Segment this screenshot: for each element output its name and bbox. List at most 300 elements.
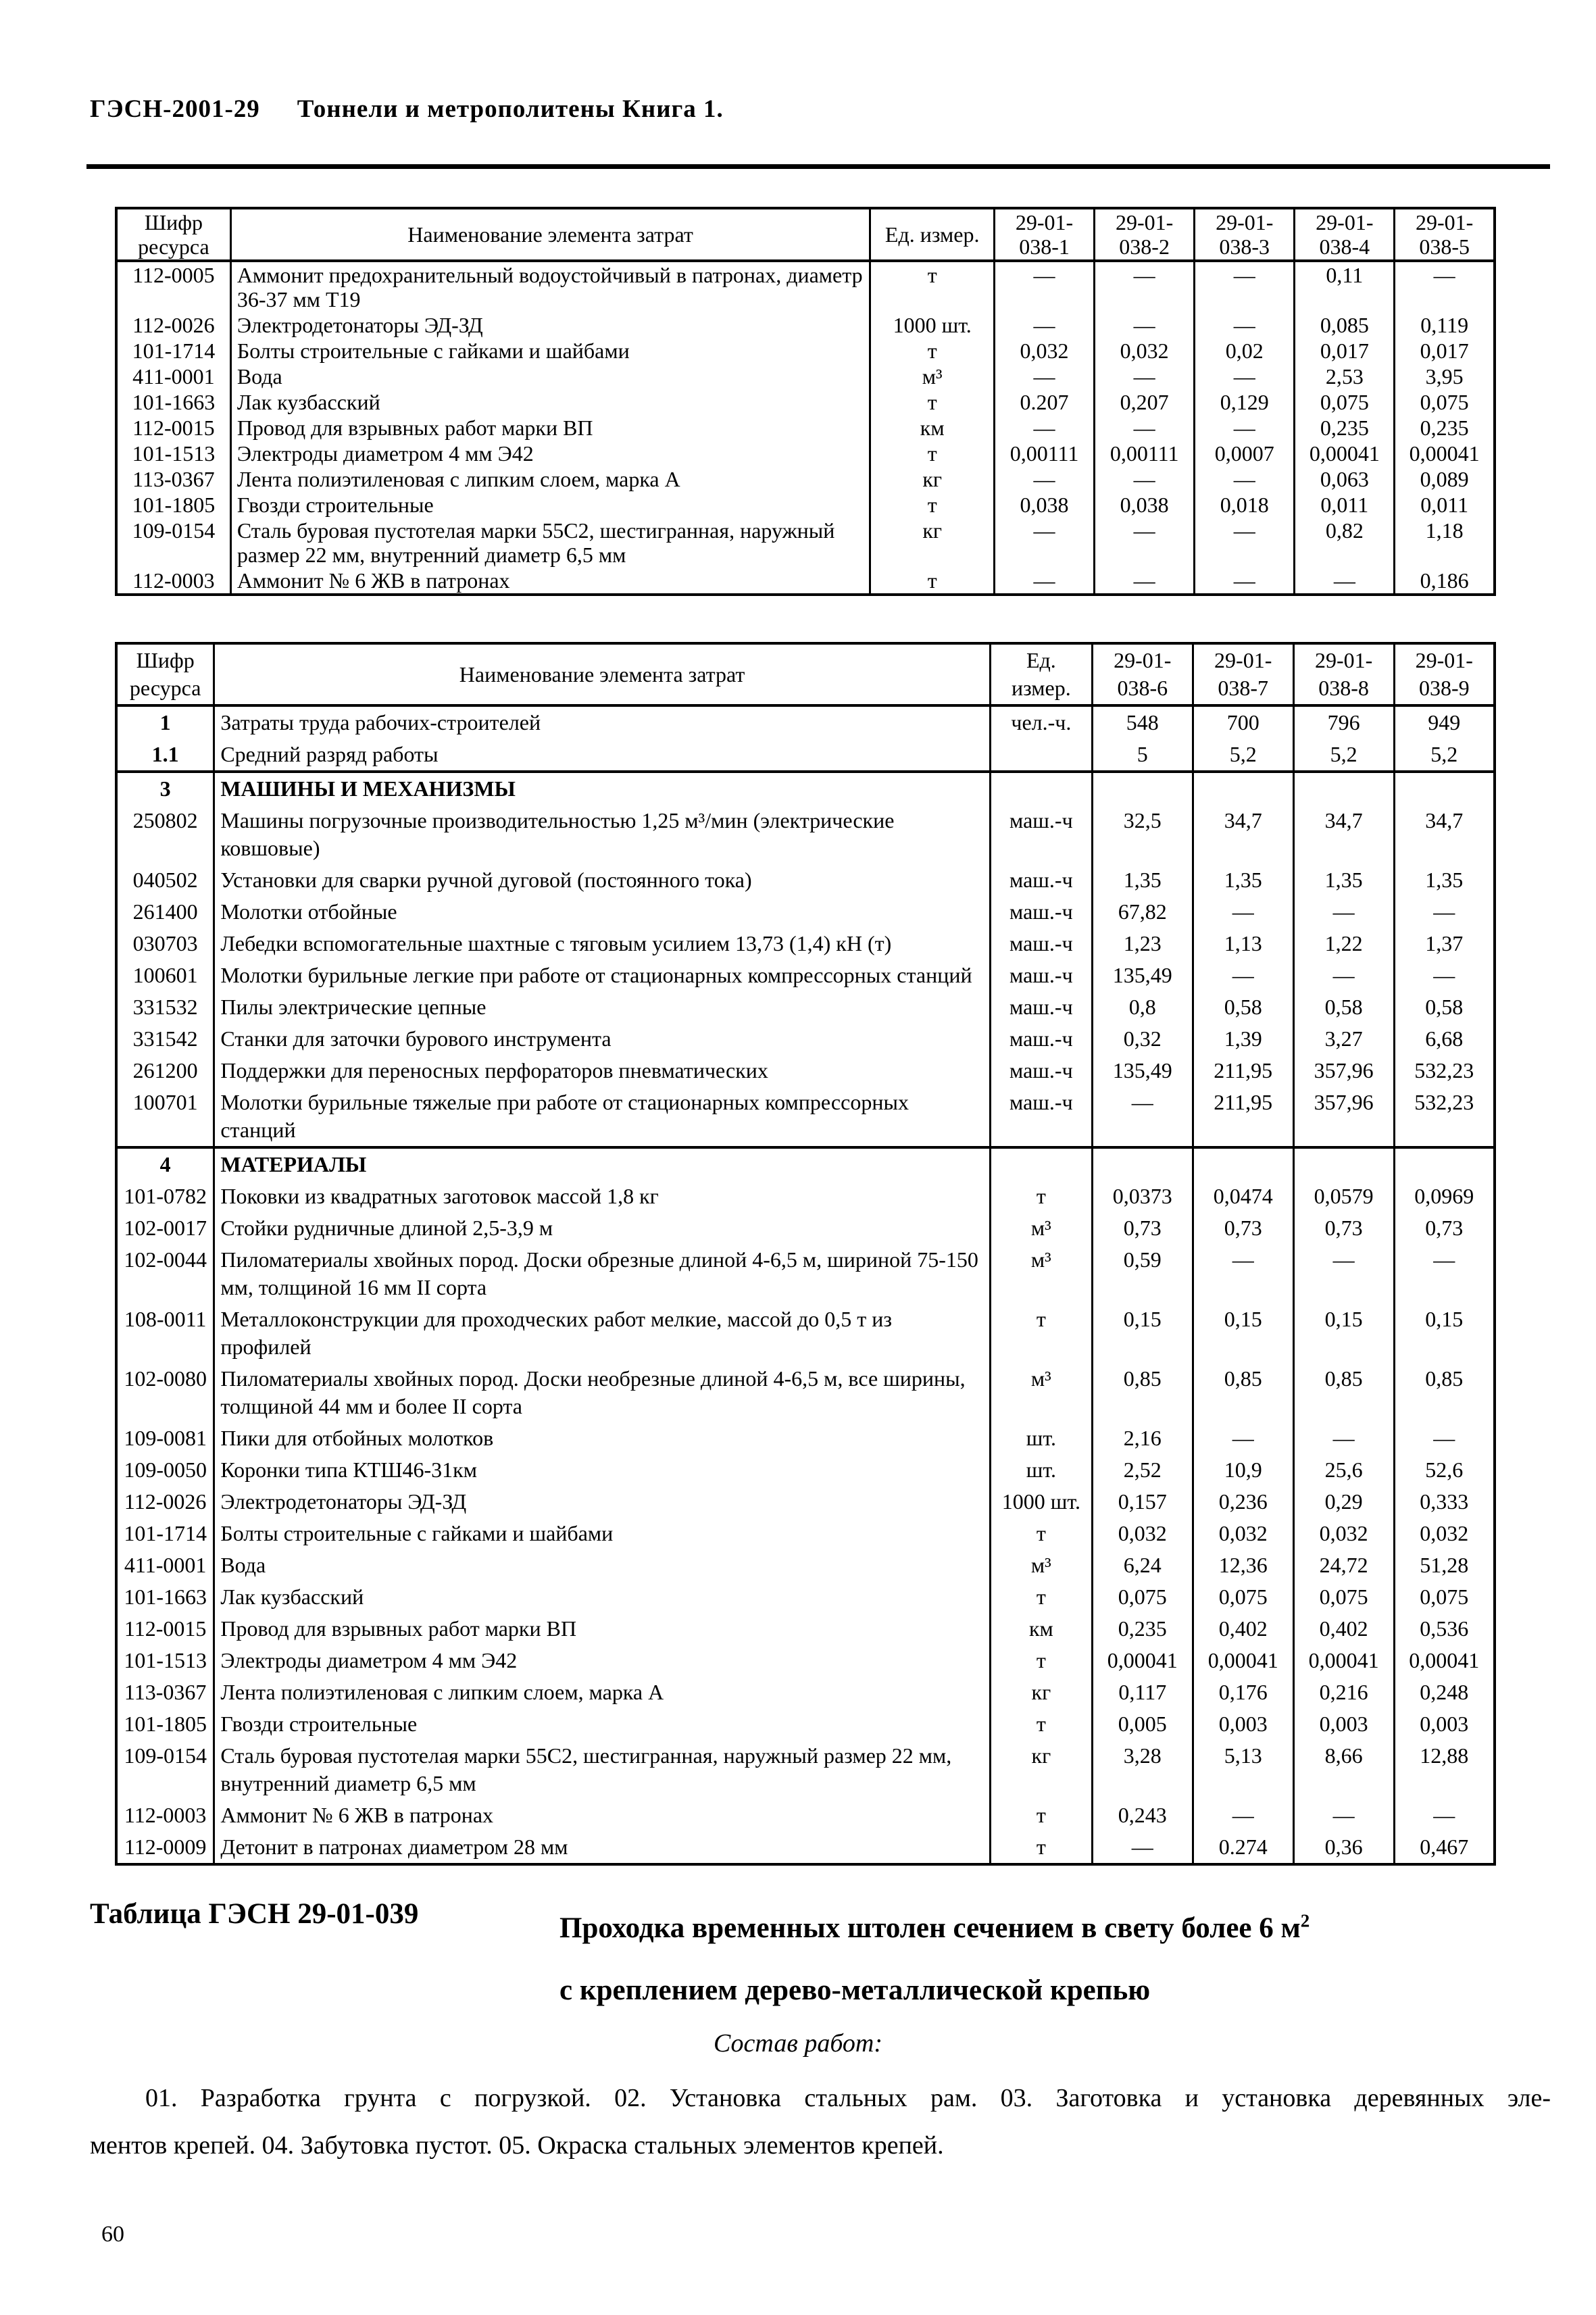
resource-code-cell: 411-0001 xyxy=(132,364,215,389)
resource-code-cell: 101-1663 xyxy=(124,1585,207,1609)
works-text-line2: ментов крепей. 04. Забутовка пустот. 05. Окраска стальных элементов крепей. xyxy=(90,2131,944,2160)
value-cell: 135,49 xyxy=(1092,1055,1193,1087)
value-cell: 1,22 xyxy=(1293,928,1394,960)
value-cell: 0,248 xyxy=(1394,1676,1495,1708)
value-cell: 52,6 xyxy=(1394,1454,1495,1486)
unit-cell: маш.-ч xyxy=(990,1055,1092,1087)
resource-code-cell: 101-1805 xyxy=(124,1712,207,1736)
unit-cell: маш.-ч xyxy=(990,805,1092,864)
resource-code-cell: 1.1 xyxy=(151,742,179,766)
value-cell: 0,075 xyxy=(1092,1581,1193,1613)
unit-cell: маш.-ч xyxy=(990,1023,1092,1055)
value-cell: 0,00111 xyxy=(1095,441,1195,466)
estimate-code-line1: 29-01- xyxy=(1316,210,1374,234)
unit-cell: км xyxy=(870,415,995,441)
value-cell: 12,88 xyxy=(1394,1740,1495,1799)
cost-element-name-cell: Молотки бурильные легкие при работе от стационарных компрессорных станций xyxy=(214,960,991,991)
unit-cell: кг xyxy=(990,1740,1092,1799)
value-cell: 32,5 xyxy=(1092,805,1193,864)
resource-code-cell: 112-0026 xyxy=(132,313,215,337)
value-cell: 25,6 xyxy=(1293,1454,1394,1486)
unit-cell: т xyxy=(990,1303,1092,1363)
value-cell xyxy=(1193,1147,1293,1180)
unit-cell: т xyxy=(870,568,995,595)
cost-element-name-cell: Металлоконструкции для проходческих работ мелкие, массой до 0,5 т из профилей xyxy=(214,1303,991,1363)
estimate-code-line1: 29-01- xyxy=(1416,210,1474,234)
value-cell: 0,186 xyxy=(1395,568,1495,595)
table-header-row xyxy=(116,643,1495,705)
table-row xyxy=(116,896,1495,928)
estimate-code-line2: 038-6 xyxy=(1117,676,1168,700)
unit-cell: шт. xyxy=(990,1422,1092,1454)
unit-cell: т xyxy=(990,1799,1092,1831)
col-header-unit: Ед. измер. xyxy=(870,208,995,261)
doc-title: Тоннели и метрополитены Книга 1. xyxy=(297,95,724,123)
value-cell: — xyxy=(1395,261,1495,312)
value-cell: 0,032 xyxy=(1193,1518,1293,1549)
unit-cell: т xyxy=(870,261,995,312)
col-header-estimate-code xyxy=(1293,643,1394,705)
unit-cell: маш.-ч xyxy=(990,864,1092,896)
resource-code-cell: 109-0154 xyxy=(132,518,216,543)
table-row xyxy=(116,705,1495,739)
resource-code-cell: 108-0011 xyxy=(124,1307,207,1331)
resource-code-cell: 261200 xyxy=(132,1058,198,1082)
table-row xyxy=(116,518,1495,568)
value-cell: — xyxy=(1195,364,1295,389)
table-row xyxy=(116,1212,1495,1244)
value-cell: 0,038 xyxy=(994,492,1094,518)
value-cell: — xyxy=(1195,466,1295,492)
resource-code-cell: 101-1805 xyxy=(132,493,216,517)
value-cell: 5 xyxy=(1092,739,1193,772)
unit-cell: маш.-ч xyxy=(990,896,1092,928)
value-cell: — xyxy=(1092,1087,1193,1147)
cost-element-name-cell: Коронки типа КТШ46-31км xyxy=(214,1454,991,1486)
resource-code-cell: 1 xyxy=(159,710,171,735)
resource-code-cell: 102-0044 xyxy=(124,1247,207,1272)
unit-cell: т xyxy=(990,1180,1092,1212)
value-cell: — xyxy=(1293,1244,1394,1303)
cost-element-name-cell: Сталь буровая пустотелая марки 55С2, шестигранная, наружный размер 22 мм, внутренний диаметр 6,5 мм xyxy=(214,1740,991,1799)
resource-code-cell: 112-0005 xyxy=(132,263,215,287)
value-cell: 0,032 xyxy=(1394,1518,1495,1549)
table-row xyxy=(116,928,1495,960)
cost-element-name-cell: Молотки отбойные xyxy=(214,896,991,928)
table-row xyxy=(116,1180,1495,1212)
value-cell: 0,236 xyxy=(1193,1486,1293,1518)
unit-cell xyxy=(990,739,1092,772)
resource-code-cell: 100601 xyxy=(132,963,198,987)
value-cell: 1,13 xyxy=(1193,928,1293,960)
table-row xyxy=(116,1363,1495,1422)
value-cell: 0,85 xyxy=(1092,1363,1193,1422)
value-cell: 0,0007 xyxy=(1195,441,1295,466)
resource-code-cell: 100701 xyxy=(132,1090,198,1114)
value-cell: 0,032 xyxy=(1092,1518,1193,1549)
cost-element-name-cell: Аммонит № 6 ЖВ в патронах xyxy=(214,1799,991,1831)
value-cell: 0,176 xyxy=(1193,1676,1293,1708)
value-cell: 0,0969 xyxy=(1394,1180,1495,1212)
value-cell: 357,96 xyxy=(1293,1055,1394,1087)
resource-code-cell: 101-1663 xyxy=(132,390,216,414)
value-cell: — xyxy=(1394,1422,1495,1454)
cost-element-name-cell: Пиломатериалы хвойных пород. Доски необрезные длиной 4-6,5 м, все ширины, толщиной 44 мм и более II сорта xyxy=(214,1363,991,1422)
cost-element-name-cell: Болты строительные с гайками и шайбами xyxy=(214,1518,991,1549)
estimate-code-line2: 038-9 xyxy=(1418,676,1470,700)
value-cell: 0,32 xyxy=(1092,1023,1193,1055)
cost-element-name-cell: Пики для отбойных молотков xyxy=(214,1422,991,1454)
cost-element-name-cell: Лак кузбасский xyxy=(214,1581,991,1613)
value-cell: — xyxy=(1095,466,1195,492)
value-cell: — xyxy=(1195,312,1295,338)
table-row xyxy=(116,805,1495,864)
value-cell: — xyxy=(1394,1799,1495,1831)
unit-cell: 1000 шт. xyxy=(870,312,995,338)
value-cell: — xyxy=(994,568,1094,595)
value-cell: 0,73 xyxy=(1092,1212,1193,1244)
value-cell: 0,0579 xyxy=(1293,1180,1394,1212)
table-row xyxy=(116,568,1495,595)
table-row xyxy=(116,1613,1495,1645)
value-cell: 0,73 xyxy=(1293,1212,1394,1244)
cost-element-name-cell: Электродетонаторы ЭД-ЗД xyxy=(230,312,870,338)
resource-code-cell: 112-0009 xyxy=(124,1835,207,1859)
table-row xyxy=(116,492,1495,518)
value-cell: 532,23 xyxy=(1394,1055,1495,1087)
value-cell: 0,0474 xyxy=(1193,1180,1293,1212)
value-cell: 0,15 xyxy=(1092,1303,1193,1363)
value-cell: 0,00041 xyxy=(1295,441,1395,466)
table-row xyxy=(116,1518,1495,1549)
resource-code-cell: 102-0080 xyxy=(124,1366,207,1391)
table-row xyxy=(116,960,1495,991)
table-row xyxy=(116,991,1495,1023)
unit-cell: км xyxy=(990,1613,1092,1645)
value-cell: 51,28 xyxy=(1394,1549,1495,1581)
value-cell: 0,075 xyxy=(1193,1581,1293,1613)
estimate-code-line2: 038-8 xyxy=(1318,676,1369,700)
value-cell: 0,075 xyxy=(1293,1581,1394,1613)
value-cell: 0,243 xyxy=(1092,1799,1193,1831)
unit-cell xyxy=(990,1147,1092,1180)
table-row xyxy=(116,338,1495,364)
unit-cell: кг xyxy=(990,1676,1092,1708)
value-cell: 5,2 xyxy=(1394,739,1495,772)
resource-code-cell: 109-0081 xyxy=(124,1426,207,1450)
estimate-code-line2: 038-4 xyxy=(1319,234,1370,259)
cost-element-name-cell: Гвозди строительные xyxy=(214,1708,991,1740)
resource-code-cell: 030703 xyxy=(132,931,198,955)
value-cell: 0,085 xyxy=(1295,312,1395,338)
value-cell: — xyxy=(994,261,1094,312)
col-header-estimate-code xyxy=(1095,208,1195,261)
value-cell: 0,8 xyxy=(1092,991,1193,1023)
value-cell: 1,37 xyxy=(1394,928,1495,960)
table-row xyxy=(116,441,1495,466)
value-cell: 0,36 xyxy=(1293,1831,1394,1864)
value-cell: 0,157 xyxy=(1092,1486,1193,1518)
value-cell: 34,7 xyxy=(1193,805,1293,864)
cost-element-name-cell: Средний разряд работы xyxy=(214,739,991,772)
value-cell xyxy=(1293,772,1394,805)
value-cell: 2,16 xyxy=(1092,1422,1193,1454)
value-cell: 12,36 xyxy=(1193,1549,1293,1581)
running-header xyxy=(90,95,724,124)
estimate-code-line1: 29-01- xyxy=(1415,648,1473,672)
resource-code-cell: 101-1714 xyxy=(132,339,216,363)
unit-cell: т xyxy=(870,441,995,466)
value-cell: 0,063 xyxy=(1295,466,1395,492)
value-cell: — xyxy=(994,312,1094,338)
col-header-estimate-code xyxy=(1395,208,1495,261)
unit-cell: т xyxy=(990,1518,1092,1549)
table-row xyxy=(116,1740,1495,1799)
works-text-line1: 01. Разработка грунта с погрузкой. 02. Установка стальных рам. 03. Заготовка и установка деревянных эле- xyxy=(145,2084,1551,2112)
value-cell: 949 xyxy=(1394,705,1495,739)
cost-element-name-cell: Лента полиэтиленовая с липким слоем, марка А xyxy=(230,466,870,492)
value-cell: 2,52 xyxy=(1092,1454,1193,1486)
estimate-code-line1: 29-01- xyxy=(1314,648,1373,672)
unit-cell: кг xyxy=(870,518,995,568)
cost-element-name-cell: Лента полиэтиленовая с липким слоем, марка А xyxy=(214,1676,991,1708)
resource-code-cell: 411-0001 xyxy=(124,1553,207,1577)
resource-code-cell: 3 xyxy=(116,772,214,805)
table-row xyxy=(116,261,1495,312)
resource-code-cell: 112-0015 xyxy=(132,416,215,440)
value-cell: 0,00041 xyxy=(1293,1645,1394,1676)
value-cell: 1,35 xyxy=(1394,864,1495,896)
value-cell: 1,39 xyxy=(1193,1023,1293,1055)
estimate-code-line1: 29-01- xyxy=(1216,210,1274,234)
unit-cell: т xyxy=(990,1831,1092,1864)
value-cell: — xyxy=(1095,312,1195,338)
col-header-estimate-code xyxy=(994,208,1094,261)
cost-element-name-cell: МАТЕРИАЛЫ xyxy=(214,1147,991,1180)
value-cell: — xyxy=(1193,960,1293,991)
value-cell: — xyxy=(1394,896,1495,928)
value-cell: 5,2 xyxy=(1293,739,1394,772)
table-row xyxy=(116,1676,1495,1708)
cost-element-name-cell: Пиломатериалы хвойных пород. Доски обрезные длиной 4-6,5 м, шириной 75-150 мм, толщиной 16 мм II сорта xyxy=(214,1244,991,1303)
value-cell: 211,95 xyxy=(1193,1055,1293,1087)
header-rule xyxy=(86,164,1550,169)
value-cell: 0,00041 xyxy=(1193,1645,1293,1676)
resource-code-cell: 112-0003 xyxy=(124,1803,207,1827)
table-039-title xyxy=(559,1897,1519,2022)
unit-cell: т xyxy=(990,1645,1092,1676)
unit-cell: чел.-ч. xyxy=(990,705,1092,739)
cost-element-name-cell: Болты строительные с гайками и шайбами xyxy=(230,338,870,364)
value-cell: 0,032 xyxy=(1293,1518,1394,1549)
unit-cell: т xyxy=(870,492,995,518)
resource-code-cell: 331532 xyxy=(132,995,198,1019)
table-row xyxy=(116,389,1495,415)
value-cell: 0,15 xyxy=(1394,1303,1495,1363)
value-cell: — xyxy=(1095,261,1195,312)
value-cell: 0,235 xyxy=(1395,415,1495,441)
estimate-code-line2: 038-2 xyxy=(1119,234,1170,259)
value-cell: 0,003 xyxy=(1394,1708,1495,1740)
col-header-estimate-code xyxy=(1195,208,1295,261)
unit-cell: т xyxy=(990,1708,1092,1740)
value-cell: 0,467 xyxy=(1394,1831,1495,1864)
estimate-code-line1: 29-01- xyxy=(1115,210,1174,234)
page-number: 60 xyxy=(101,2222,124,2247)
value-cell: 0,58 xyxy=(1193,991,1293,1023)
value-cell: 34,7 xyxy=(1293,805,1394,864)
cost-element-name-cell: Пилы электрические цепные xyxy=(214,991,991,1023)
value-cell: 0,216 xyxy=(1293,1676,1394,1708)
value-cell xyxy=(1394,772,1495,805)
cost-element-name-cell: Поковки из квадратных заготовок массой 1,8 кг xyxy=(214,1180,991,1212)
unit-cell xyxy=(990,772,1092,805)
value-cell: 0,032 xyxy=(1095,338,1195,364)
value-cell: — xyxy=(1195,518,1295,568)
value-cell: 135,49 xyxy=(1092,960,1193,991)
value-cell: 0,73 xyxy=(1394,1212,1495,1244)
table-039-title-line1 xyxy=(559,1897,1519,1960)
resource-code-cell: 4 xyxy=(116,1147,214,1180)
unit-cell: т xyxy=(870,338,995,364)
cost-element-name-cell: Детонит в патронах диаметром 28 мм xyxy=(214,1831,991,1864)
unit-cell: т xyxy=(990,1581,1092,1613)
value-cell: 0,536 xyxy=(1394,1613,1495,1645)
resource-code-cell: 112-0015 xyxy=(124,1616,207,1641)
value-cell: 0,02 xyxy=(1195,338,1295,364)
cost-element-name-cell: Провод для взрывных работ марки ВП xyxy=(230,415,870,441)
table-row xyxy=(116,1645,1495,1676)
doc-code: ГЭСН-2001-29 xyxy=(90,95,260,123)
value-cell xyxy=(1394,1147,1495,1180)
resource-code-cell: 250802 xyxy=(132,808,198,832)
col-header-estimate-code xyxy=(1295,208,1395,261)
value-cell: 0,207 xyxy=(1095,389,1195,415)
cost-element-name-cell: Лак кузбасский xyxy=(230,389,870,415)
unit-cell: 1000 шт. xyxy=(990,1486,1092,1518)
value-cell: 24,72 xyxy=(1293,1549,1394,1581)
value-cell: 0,59 xyxy=(1092,1244,1193,1303)
value-cell: — xyxy=(1295,568,1395,595)
value-cell: 1,35 xyxy=(1293,864,1394,896)
cost-element-name-cell: Вода xyxy=(214,1549,991,1581)
value-cell: 0,032 xyxy=(994,338,1094,364)
table-header xyxy=(116,643,1495,705)
value-cell: 0,089 xyxy=(1395,466,1495,492)
resource-code-cell: 112-0026 xyxy=(124,1489,207,1514)
resource-code-cell: 109-0050 xyxy=(124,1458,207,1482)
unit-cell: т xyxy=(870,389,995,415)
cost-element-name-cell: Электродетонаторы ЭД-ЗД xyxy=(214,1486,991,1518)
works-composition-label: Состав работ: xyxy=(713,2029,883,2058)
cost-table-038-6-9 xyxy=(115,642,1496,1866)
value-cell: 0,00041 xyxy=(1092,1645,1193,1676)
value-cell: 0,235 xyxy=(1092,1613,1193,1645)
resource-code-cell: 102-0017 xyxy=(124,1216,207,1240)
cost-element-name-cell: Поддержки для переносных перфораторов пневматических xyxy=(214,1055,991,1087)
value-cell: — xyxy=(1095,415,1195,441)
resource-code-cell: 101-1513 xyxy=(132,441,216,466)
resource-code-cell: 101-1513 xyxy=(124,1648,207,1672)
cost-element-name-cell: Стойки рудничные длиной 2,5-3,9 м xyxy=(214,1212,991,1244)
value-cell: 0,82 xyxy=(1295,518,1395,568)
value-cell: 548 xyxy=(1092,705,1193,739)
value-cell: 0,00111 xyxy=(994,441,1094,466)
estimate-code-line1: 29-01- xyxy=(1214,648,1272,672)
cost-element-name-cell: МАШИНЫ И МЕХАНИЗМЫ xyxy=(214,772,991,805)
cost-element-name-cell: Гвозди строительные xyxy=(230,492,870,518)
value-cell: 532,23 xyxy=(1394,1087,1495,1147)
value-cell: 0,075 xyxy=(1394,1581,1495,1613)
value-cell: — xyxy=(1095,568,1195,595)
cost-element-name-cell: Станки для заточки бурового инструмента xyxy=(214,1023,991,1055)
resource-code-cell: 331542 xyxy=(132,1026,198,1051)
value-cell: 0,85 xyxy=(1293,1363,1394,1422)
value-cell: — xyxy=(994,364,1094,389)
col-header-resource-code: Шифр ресурса xyxy=(116,643,214,705)
value-cell: 0,29 xyxy=(1293,1486,1394,1518)
cost-element-name-cell: Машины погрузочные производительностью 1,25 м³/мин (электрические ковшовые) xyxy=(214,805,991,864)
value-cell: 0,129 xyxy=(1195,389,1295,415)
value-cell: 357,96 xyxy=(1293,1087,1394,1147)
table-row xyxy=(116,1831,1495,1864)
estimate-code-line2: 038-7 xyxy=(1218,676,1269,700)
value-cell: 0,11 xyxy=(1295,261,1395,312)
value-cell: 0,003 xyxy=(1293,1708,1394,1740)
value-cell: 0,117 xyxy=(1092,1676,1193,1708)
value-cell: 0,85 xyxy=(1394,1363,1495,1422)
table-header-row xyxy=(116,208,1495,261)
col-header-estimate-code xyxy=(1193,643,1293,705)
section-row xyxy=(116,1147,1495,1180)
value-cell: 211,95 xyxy=(1193,1087,1293,1147)
table-header xyxy=(116,208,1495,261)
value-cell xyxy=(1092,772,1193,805)
unit-cell: кг xyxy=(870,466,995,492)
value-cell: — xyxy=(994,415,1094,441)
value-cell: 0,011 xyxy=(1395,492,1495,518)
unit-cell: м³ xyxy=(990,1549,1092,1581)
table-row xyxy=(116,1422,1495,1454)
value-cell: 1,23 xyxy=(1092,928,1193,960)
value-cell: 796 xyxy=(1293,705,1394,739)
value-cell: — xyxy=(1195,261,1295,312)
resource-code-cell: 101-0782 xyxy=(124,1184,207,1208)
value-cell: — xyxy=(1193,896,1293,928)
value-cell: 10,9 xyxy=(1193,1454,1293,1486)
table-row xyxy=(116,1549,1495,1581)
value-cell: 1,18 xyxy=(1395,518,1495,568)
cost-element-name-cell: Электроды диаметром 4 мм Э42 xyxy=(230,441,870,466)
unit-cell: м³ xyxy=(870,364,995,389)
col-header-estimate-code xyxy=(1394,643,1495,705)
value-cell xyxy=(1193,772,1293,805)
value-cell: — xyxy=(1193,1244,1293,1303)
value-cell: — xyxy=(1293,1422,1394,1454)
cost-element-name-cell: Провод для взрывных работ марки ВП xyxy=(214,1613,991,1645)
value-cell: 3,28 xyxy=(1092,1740,1193,1799)
value-cell: 3,27 xyxy=(1293,1023,1394,1055)
value-cell: 0,00041 xyxy=(1395,441,1495,466)
value-cell: 3,95 xyxy=(1395,364,1495,389)
value-cell: 0,58 xyxy=(1394,991,1495,1023)
value-cell: 0.274 xyxy=(1193,1831,1293,1864)
unit-cell: маш.-ч xyxy=(990,960,1092,991)
value-cell: 0,017 xyxy=(1395,338,1495,364)
section-row xyxy=(116,772,1495,805)
value-cell: 0,402 xyxy=(1193,1613,1293,1645)
resource-code-cell: 261400 xyxy=(132,899,198,924)
